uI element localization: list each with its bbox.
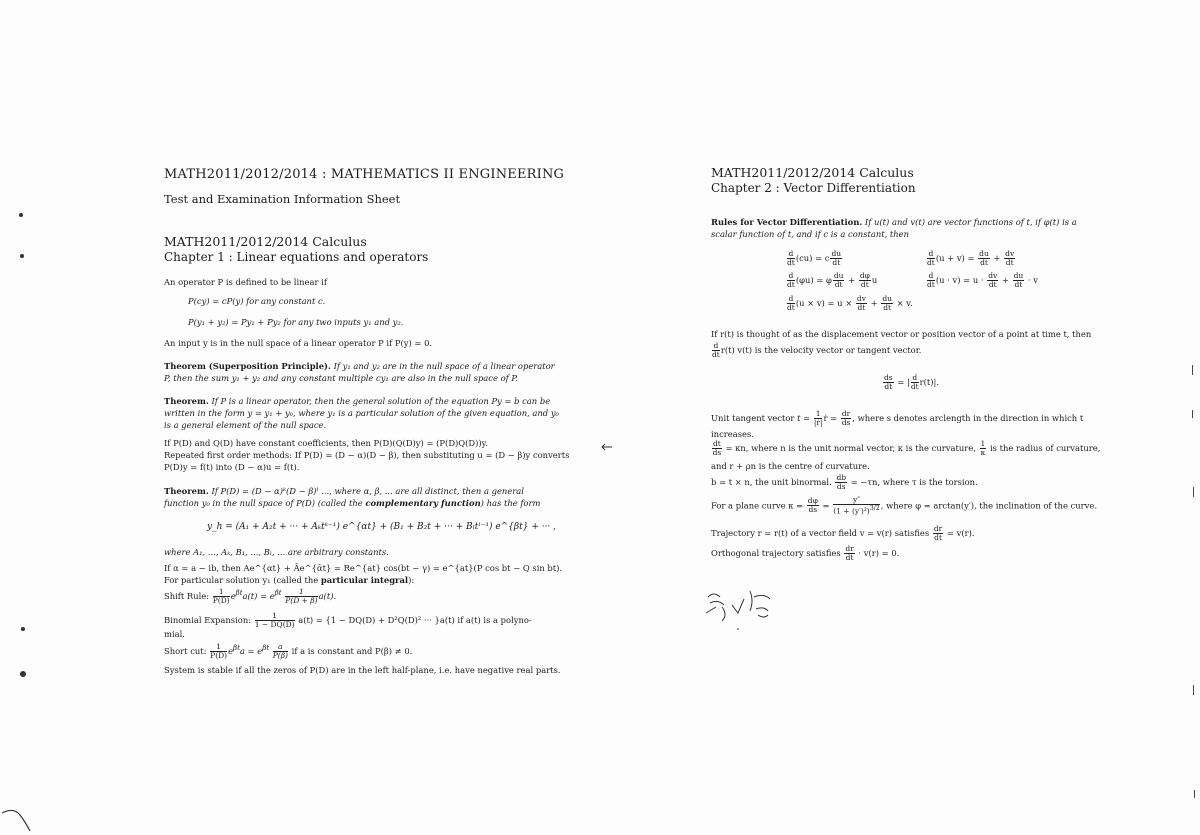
superposition-heading: Theorem (Superposition Principle). <box>164 361 331 371</box>
theorem3-text-2b: ) has the form <box>480 498 541 508</box>
shortcut-fraction: $\frac{1}{P(D)}$ <box>210 641 228 660</box>
displacement-line-2: $\frac{d}{dt}$ r(t) v(t) is the velocity vector or tangent vector. <box>712 341 922 359</box>
binomial-tail: a(t) = {1 − DQ(D) + D²Q(D)² ··· }a(t) if a(t) is a polyno- <box>298 615 532 625</box>
margin-tick <box>1192 365 1193 375</box>
plane-curve-line: For a plane curve κ = $\frac{d\varphi}{ds}$ = $\frac{y''}{(1 + (y')^2)^{3/2}}$ , where φ = arctan(y′), the inclination of the curve. <box>711 495 1097 516</box>
trajectory-text: Trajectory r = r(t) of a vector field v = v(r) satisfies <box>711 528 930 538</box>
arbitrary-constants: where A₁, ..., Aₖ, B₁, ..., Bₗ, ... are arbitrary constants. <box>164 547 389 557</box>
margin-tick <box>1193 685 1194 695</box>
theorem3-text-2a: function y₀ in the null space of P(D) (called the <box>164 498 366 508</box>
superposition-text-2: P, then the sum y₁ + y₂ and any constant multiple cy₁ are also in the null space of P. <box>164 373 519 383</box>
general-solution-theorem <box>164 395 550 407</box>
displacement-text-1: If r(t) is thought of as the displacement vector or position vector of a point at time t, then <box>711 329 1092 339</box>
complex-roots: If α = a − ib, then Ae^{αt} + Āe^{ᾱt} = Re^{at} cos(bt − γ) = e^{at}(P cos bt − Q sin bt). <box>164 563 563 573</box>
unit-tangent-tail: where s denotes arclength in the direction in which t <box>857 413 1084 423</box>
binormal-line: b = t × n, the unit binormal. $\frac{db}{ds}$ = −τn, where τ is the torsion. <box>711 473 978 491</box>
chapter-title: Chapter 1 : Linear equations and operators <box>164 250 429 264</box>
rule-cross-product: $\frac{d}{dt}$ (u × v) = u × $\frac{dv}{dt}$ + $\frac{du}{dt}$ × v. <box>787 294 913 312</box>
rule-dot-product: $\frac{d}{dt}$ (u · v) = u · $\frac{dv}{dt}$ + $\frac{du}{dt}$ · v <box>927 271 1038 289</box>
particular-text-a: For particular solution y₁ (called the <box>164 575 321 585</box>
complementary-function-formula: y_h = (A₁ + A₂t + ··· + Aₖtᵏ⁻¹) e^{αt} + (B₁ + B₂t + ··· + Bₗtˡ⁻¹) e^{βt} + ··· , <box>207 522 557 532</box>
margin-tick <box>1192 410 1193 418</box>
binomial-label: Binomial Expansion: <box>164 615 252 625</box>
section-title: MATH2011/2012/2014 Calculus <box>164 234 367 249</box>
rule-scalar-multiple: $\frac{d}{dt}$ (cu) = c $\frac{du}{dt}$ <box>787 249 842 267</box>
binomial-fraction: $\frac{1}{1 - DQ(D)}$ <box>254 611 295 629</box>
theorem3-text-2 <box>164 497 540 509</box>
theorem-text-2: written in the form y = y₁ + y₀, where y₁ is a particular solution of the given equation, and y₀ <box>164 408 559 418</box>
trajectory-tail: = v(r). <box>946 528 975 538</box>
linearity-condition-2: P(y₁ + y₂) = Py₁ + Py₂ for any two inputs y₁ and y₂. <box>188 317 404 327</box>
complementary-theorem <box>164 485 524 497</box>
orthogonal-tail: · v(r) = 0. <box>858 548 900 558</box>
linearity-condition-1: P(cy) = cP(y) for any constant c. <box>188 296 326 306</box>
theorem-heading-3: Theorem. <box>164 486 209 496</box>
punch-hole-mark <box>20 671 26 677</box>
margin-tick <box>1193 487 1194 497</box>
shortcut-line: Short cut: $\frac{1}{P(D)}$ $e^{\beta t}a = e^{\beta t}$ $\frac{a}{P(\beta)}$ if a is constant and P(β) ≠ 0. <box>164 641 413 660</box>
unit-tangent-line: Unit tangent vector t = $\frac{1}{\text{|ṙ|}}$ ṙ = $\frac{dr}{ds}$ , where s denotes arclength in the direction in which t <box>711 409 1084 427</box>
superposition-theorem <box>164 360 555 372</box>
shortcut-label: Short cut: <box>164 645 207 656</box>
unit-tangent-label: Unit tangent vector <box>711 413 795 423</box>
shift-rule-label: Shift Rule: <box>164 590 210 601</box>
null-space-definition: An input y is in the null space of a linear operator P if P(y) = 0. <box>164 338 433 348</box>
radius-text: is the radius of curvature, <box>989 443 1101 453</box>
rule-scalar-function: $\frac{d}{dt}$ (φu) = φ $\frac{du}{dt}$ + $\frac{d\varphi}{dt}$ u <box>787 271 878 289</box>
superposition-text-1: If y₁ and y₂ are in the null space of a linear operator <box>333 361 555 371</box>
theorem-heading: Theorem. <box>164 396 209 406</box>
constant-coefficients: If P(D) and Q(D) have constant coefficients, then P(D)(Q(D)y) = (P(D)Q(D))y. <box>164 438 488 448</box>
corner-scribble-icon <box>0 805 40 835</box>
shift-rule-fraction: $\frac{1}{P(D)}$ <box>212 586 230 605</box>
shift-rule-line: Shift Rule: $\frac{1}{P(D)}$ $e^{\beta t}a(t) = e^{\beta t}$ $\frac{1}{P(D + \beta)}$ a(t). <box>164 586 337 605</box>
punch-hole-mark <box>20 254 24 258</box>
curvature-line: $\frac{dt}{ds}$ = κn, where n is the unit normal vector, κ is the curvature, $\frac{1}{\kappa}$ is the radius of curvature, <box>712 439 1101 457</box>
margin-arrow-icon <box>600 440 614 454</box>
theorem-text-3: is a general element of the null space. <box>164 420 327 430</box>
sheet-subtitle: Test and Examination Information Sheet <box>164 192 401 206</box>
shortcut-tail: if a is constant and P(β) ≠ 0. <box>291 645 413 656</box>
punch-hole-mark <box>19 213 23 217</box>
binomial-line <box>164 612 532 629</box>
particular-text-b: ): <box>408 575 415 585</box>
binormal-text: b = t × n, the unit binormal. <box>711 477 832 487</box>
binomial-tail-2: mial. <box>164 629 185 639</box>
torsion-text: = −τn, where τ is the torsion. <box>850 477 978 487</box>
rules-text-2: scalar function of t, and if c is a constant, then <box>711 229 910 239</box>
punch-hole-mark <box>21 627 25 631</box>
margin-tick <box>1194 790 1195 798</box>
plane-curve-tail: , where φ = arctan(y′), the inclination of the curve. <box>880 500 1097 511</box>
orthogonal-text: Orthogonal trajectory satisfies <box>711 548 841 558</box>
rules-text-1: If u(t) and v(t) are vector functions of t, if φ(t) is a <box>864 217 1077 227</box>
chapter-title-2: Chapter 2 : Vector Differentiation <box>711 181 916 195</box>
rule-sum: $\frac{d}{dt}$ (u + v) = $\frac{du}{dt}$ + $\frac{dv}{dt}$ <box>927 249 1015 267</box>
handwritten-note-icon <box>702 583 792 633</box>
centre-of-curvature: and r + ρn is the centre of curvature. <box>711 461 870 471</box>
particular-integral-term: particular integral <box>320 575 409 585</box>
theorem3-text-1: If P(D) = (D − α)ᵏ(D − β)ˡ ..., where α, β, ... are all distinct, then a general <box>211 486 524 496</box>
operator-definition: An operator P is defined to be linear if <box>164 277 327 287</box>
rules-heading: Rules for Vector Differentiation. <box>711 217 863 227</box>
section-title-2: MATH2011/2012/2014 Calculus <box>711 165 914 180</box>
speed-formula: $\frac{ds}{dt}$ = | $\frac{d}{dt}$ r(t)|. <box>884 373 940 391</box>
curvature-text: = κn, where n is the unit normal vector, κ is the curvature, <box>725 443 976 453</box>
increases-text: increases. <box>711 429 754 439</box>
repeated-first-order-2: P(D)y = f(t) into (D − α)u = f(t). <box>164 462 300 472</box>
complementary-function-term: complementary function <box>365 498 481 508</box>
right-page <box>600 0 1200 835</box>
repeated-first-order-1: Repeated first order methods: If P(D) = (D − α)(D − β), then substituting u = (D − β)y converts <box>164 450 570 460</box>
theorem-text-1: If P is a linear operator, then the general solution of the equation Py = b can be <box>211 396 551 406</box>
rules-line-1 <box>711 216 1077 228</box>
trajectory-line: Trajectory r = r(t) of a vector field v = v(r) satisfies $\frac{dr}{dt}$ = v(r). <box>711 524 975 542</box>
orthogonal-line: Orthogonal trajectory satisfies $\frac{dr}{dt}$ · v(r) = 0. <box>711 544 900 562</box>
stability-criterion: System is stable if all the zeros of P(D) are in the left half-plane, i.e. have negative real parts. <box>164 665 561 675</box>
sheet-title: MATH2011/2012/2014 : MATHEMATICS II ENGINEERING <box>164 167 565 182</box>
displacement-text-2: v(t) is the velocity vector or tangent vector. <box>737 345 922 355</box>
plane-curve-label: For a plane curve κ = <box>711 500 804 511</box>
particular-integral-intro <box>164 574 414 586</box>
